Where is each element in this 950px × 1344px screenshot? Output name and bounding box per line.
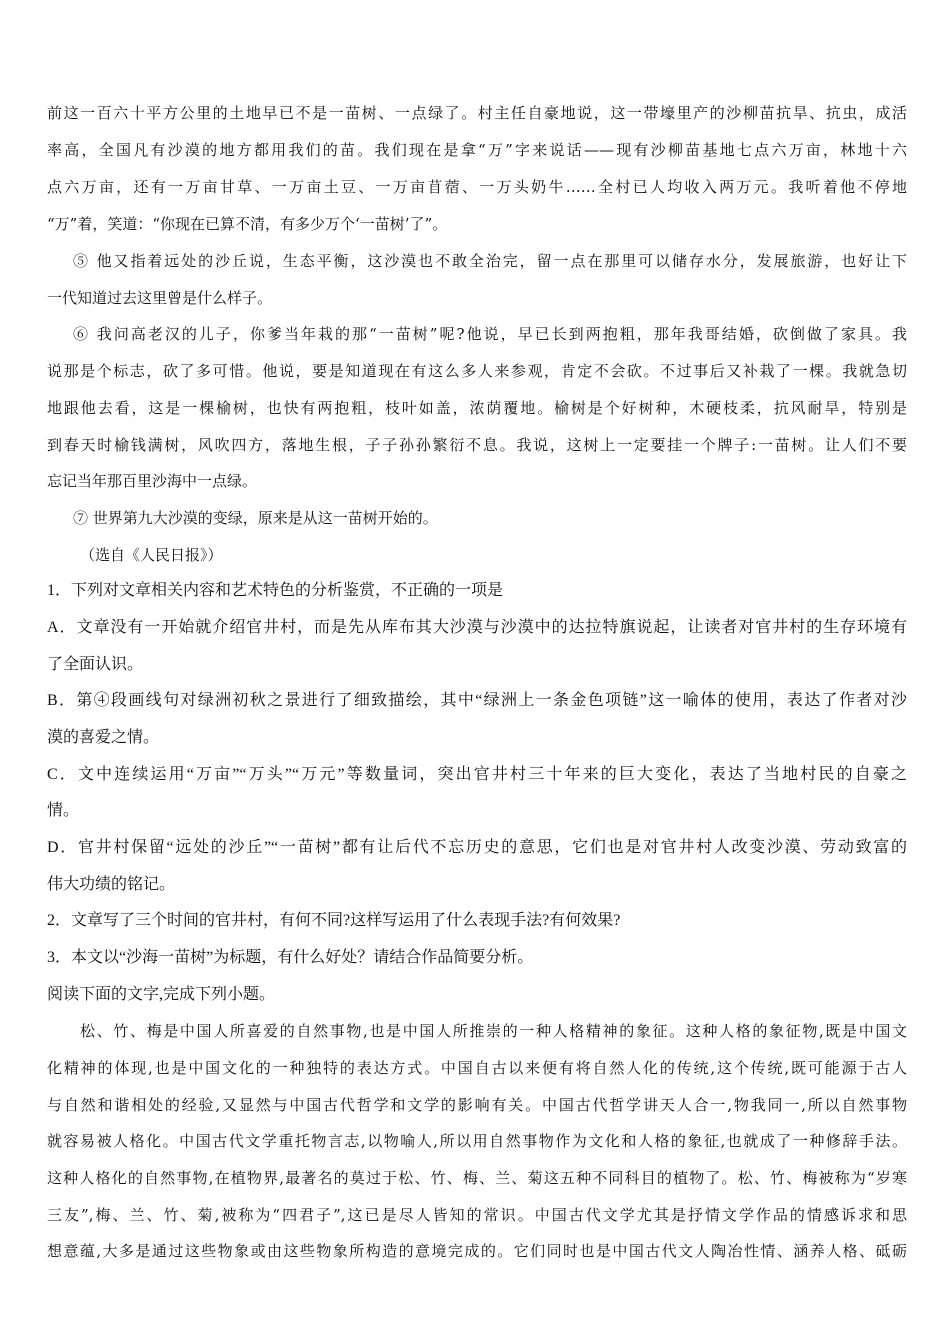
question-2: 2．文章写了三个时间的官井村，有何不同?这样写运用了什么表现手法?有何效果? (47, 912, 621, 929)
question-3: 3．本文以“沙海一苗树”为标题，有什么好处？请结合作品简要分析。 (47, 949, 534, 966)
passage1-p6-line4: 到春天时榆钱满树，风吹四方，落地生根，子子孙孙繁衍不息。我说，这树上一定要挂一个牌子:一苗树。让人们不要 (47, 436, 907, 454)
passage1-p6-line3: 地跟他去看，这是一棵榆树，也快有两抱粗，枝叶如盖，浓荫覆地。榆树是个好树种，木硬枝柔，抗风耐旱，特别是 (47, 399, 907, 417)
question-1-option-d-line2: 伟大功绩的铭记。 (47, 876, 176, 893)
passage2-line6: 三友”,梅、兰、竹、菊,被称为“四君子”,这已是尽人皆知的常识。中国古代文学尤其是抒情文学作品的情感诉求和思 (47, 1206, 907, 1224)
question-1-option-c-line2: 情。 (47, 802, 80, 819)
question-1-option-d-line1: D．官井村保留“远处的沙丘”“一苗树”都有让后代不忘历史的意思，它们也是对官井村人改变沙漠、劳动致富的 (47, 839, 907, 856)
passage2-line1: 松、竹、梅是中国人所喜爱的自然事物,也是中国人所推崇的一种人格精神的象征。这种人格的象征物,既是中国文 (80, 1022, 907, 1040)
question-1: 1．下列对文章相关内容和艺术特色的分析鉴赏，不正确的一项是 (47, 582, 504, 599)
passage1-p4-line2: 率高，全国凡有沙漠的地方都用我们的苗。我们现在是拿“万”字来说话——现有沙柳苗基地七点六万亩，林地十六 (47, 141, 907, 159)
passage1-p6-line1: ⑥ 我问高老汉的儿子，你爹当年栽的那“一苗树”呢?他说，早已长到两抱粗，那年我哥结婚，砍倒做了家具。我 (73, 325, 907, 343)
passage2-line3: 与自然和谐相处的经验,又显然与中国古代哲学和文学的影响有关。中国古代哲学讲天人合一,物我同一,所以自然事物 (47, 1096, 907, 1114)
passage2-intro: 阅读下面的文字,完成下列小题。 (47, 986, 276, 1003)
question-1-option-a-line1: A．文章没有一开始就介绍官井村，而是先从库布其大沙漠与沙漠中的达拉特旗说起，让读者对官井村的生存环境有 (47, 619, 907, 636)
passage2-line7: 想意蕴,大多是通过这些物象或由这些物象所构造的意境完成的。它们同时也是中国古代文人陶冶性情、涵养人格、砥砺 (47, 1242, 907, 1260)
passage1-p5-line1: ⑤ 他又指着远处的沙丘说，生态平衡，这沙漠也不敢全治完，留一点在那里可以储存水分，发展旅游，也好让下 (73, 252, 907, 270)
passage1-p4-line3: 点六万亩，还有一万亩甘草、一万亩土豆、一万亩苜蓿、一万头奶牛……全村已人均收入两万元。我听着他不停地 (47, 178, 907, 196)
passage1-source: （选自《人民日报》） (80, 546, 223, 564)
passage2-line4: 就容易被人格化。中国古代文学重托物言志,以物喻人,所以用自然事物作为文化和人格的象征,也就成了一种修辞手法。 (47, 1132, 907, 1150)
question-1-option-b-line1: B．第④段画线句对绿洲初秋之景进行了细致描绘，其中“绿洲上一条金色项链”这一喻体的使用，表达了作者对沙 (47, 692, 907, 709)
passage1-p6-line2: 说那是个标志，砍了多可惜。他说，要是知道现在有这么多人来参观，肯定不会砍。不过事后又补栽了一棵。我就急切 (47, 362, 907, 380)
passage1-p5-line2: 一代知道过去这里曾是什么样子。 (47, 289, 273, 307)
passage1-p6-line5: 忘记当年那百里沙海中一点绿。 (47, 472, 258, 490)
question-1-option-b-line2: 漠的喜爱之情。 (47, 729, 160, 746)
question-1-option-a-line2: 了全面认识。 (47, 656, 144, 673)
passage1-p4-line4: “万”着，笑道：“你现在已算不清，有多少万个‘一苗树’了”。 (47, 215, 448, 233)
passage2-line2: 化精神的体现,也是中国文化的一种独特的表达方式。中国自古以来便有将自然人化的传统,这个传统,既可能源于古人 (47, 1059, 907, 1077)
question-1-option-c-line1: C．文中连续运用“万亩”“万头”“万元”等数量词，突出官井村三十年来的巨大变化，表达了当地村民的自豪之 (47, 766, 907, 783)
passage1-p4-line1: 前这一百六十平方公里的土地早已不是一苗树、一点绿了。村主任自豪地说，这一带壕里产的沙柳苗抗旱、抗虫，成活 (47, 104, 907, 122)
passage1-p7: ⑦ 世界第九大沙漠的变绿，原来是从这一苗树开始的。 (73, 509, 438, 527)
passage2-line5: 这种人格化的自然事物,在植物界,最著名的莫过于松、竹、梅、兰、菊这五种不同科目的植物了。松、竹、梅被称为“岁寒 (47, 1169, 907, 1187)
